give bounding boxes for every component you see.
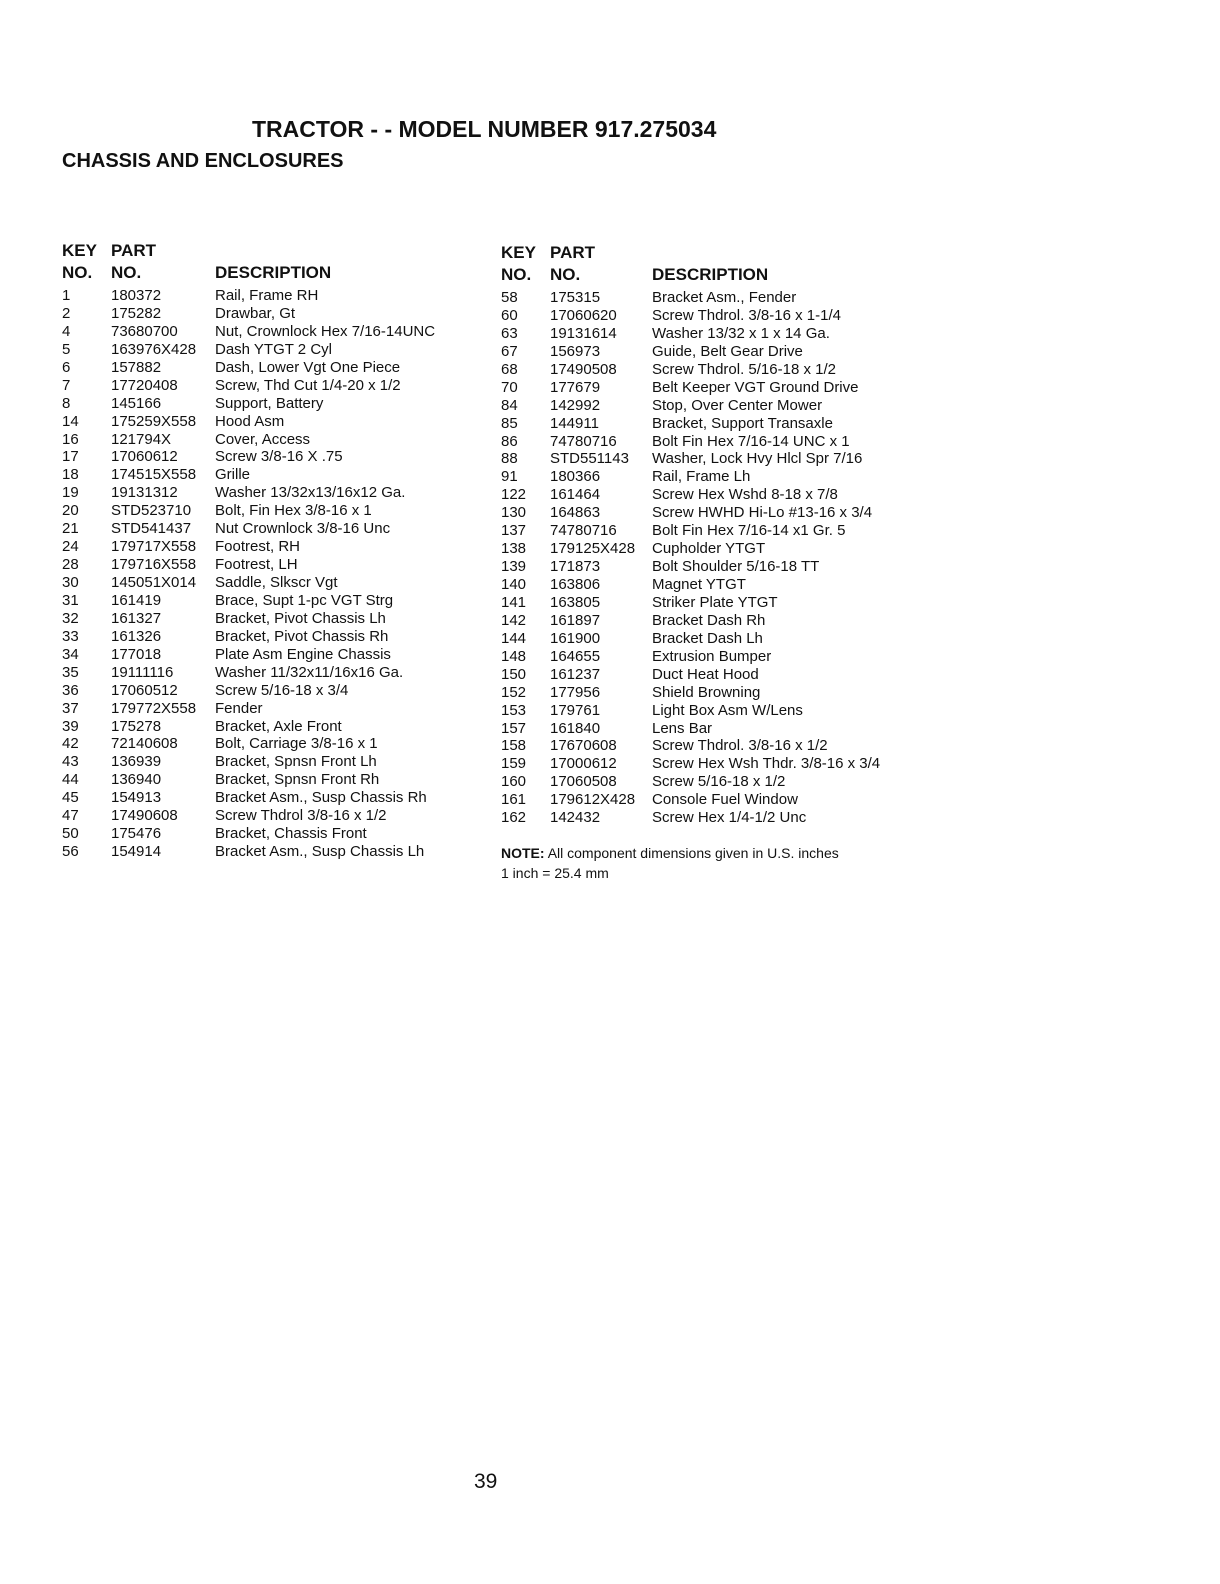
key-number: 18 [62, 466, 79, 484]
part-number: 161900 [550, 629, 601, 647]
part-number: 142432 [550, 809, 601, 827]
part-description: Fender [215, 699, 263, 717]
part-number: 121794X [111, 430, 172, 448]
key-number: 68 [501, 360, 518, 378]
key-header-line2: NO. [501, 265, 532, 284]
part-number: 161897 [550, 611, 601, 629]
part-number: 73680700 [111, 322, 178, 340]
part-description: Striker Plate YTGT [652, 593, 778, 611]
key-number: 20 [62, 502, 79, 520]
key-number: 6 [62, 358, 71, 376]
key-number: 14 [62, 412, 79, 430]
part-number: 136940 [111, 771, 162, 789]
part-number: 144911 [550, 414, 599, 432]
part-description: Bracket, Pivot Chassis Lh [215, 609, 386, 627]
part-header-line1: PART [550, 243, 596, 262]
part-number: 175315 [550, 289, 601, 306]
part-description: Plate Asm Engine Chassis [215, 645, 391, 663]
key-number: 158 [501, 737, 527, 755]
part-description: Brace, Supt 1-pc VGT Strg [215, 591, 394, 609]
part-description: Bracket, Pivot Chassis Rh [215, 627, 389, 645]
part-number: 17490508 [550, 360, 617, 378]
part-number: 154914 [111, 843, 162, 861]
part-number: 163976X428 [111, 340, 197, 358]
key-number: 2 [62, 304, 71, 322]
key-number: 142 [501, 611, 527, 629]
key-number: 91 [501, 468, 518, 486]
part-description: Screw 3/8-16 X .75 [215, 448, 343, 466]
part-description: Dash YTGT 2 Cyl [215, 340, 332, 358]
part-description: Screw Thdrol. 3/8-16 x 1/2 [652, 737, 828, 755]
key-number: 36 [62, 681, 79, 699]
part-description: Bracket Dash Lh [652, 629, 763, 647]
key-number: 137 [501, 522, 527, 540]
note-text: All component dimensions given in U.S. inches [547, 845, 839, 861]
key-number: 63 [501, 324, 518, 342]
key-number: 45 [62, 789, 79, 807]
key-number: 44 [62, 771, 79, 789]
key-number: 30 [62, 574, 79, 591]
part-description: Footrest, LH [215, 556, 298, 574]
part-number: 175476 [111, 825, 162, 843]
part-number: 175278 [111, 717, 162, 735]
key-number: 8 [62, 394, 71, 412]
part-header-line2: NO. [550, 265, 581, 284]
part-description: Nut, Crownlock Hex 7/16-14UNC [215, 322, 436, 340]
part-description: Cupholder YTGT [652, 540, 766, 558]
key-number: 32 [62, 609, 79, 627]
part-description: Saddle, Slkscr Vgt [215, 574, 338, 591]
part-number: 179761 [550, 701, 601, 719]
part-description: Washer 13/32x13/16x12 Ga. [215, 484, 406, 502]
part-description: Washer, Lock Hvy Hlcl Spr 7/16 [652, 450, 863, 468]
key-number: 139 [501, 558, 527, 576]
part-number: 74780716 [550, 432, 617, 450]
note-label: NOTE: [501, 845, 545, 861]
section-subtitle: CHASSIS AND ENCLOSURES [62, 150, 344, 172]
part-description: Screw Thdrol 3/8-16 x 1/2 [215, 807, 387, 825]
key-number: 88 [501, 450, 518, 468]
part-description: Nut Crownlock 3/8-16 Unc [215, 520, 391, 538]
key-number: 150 [501, 665, 527, 683]
part-description: Console Fuel Window [652, 791, 798, 809]
part-number: 161464 [550, 486, 601, 504]
part-number: 164863 [550, 504, 601, 522]
part-header-line2: NO. [111, 263, 142, 282]
part-description: Bolt, Fin Hex 3/8-16 x 1 [215, 502, 372, 520]
part-description: Screw Thdrol. 5/16-18 x 1/2 [652, 360, 836, 378]
part-description: Rail, Frame Lh [652, 468, 751, 486]
part-header-line1: PART [111, 241, 157, 260]
key-number: 153 [501, 701, 527, 719]
part-description: Shield Browning [652, 683, 761, 701]
key-number: 31 [62, 591, 79, 609]
part-description: Bolt Fin Hex 7/16-14 x1 Gr. 5 [652, 522, 846, 540]
part-number: 17060508 [550, 773, 617, 791]
key-number: 19 [62, 484, 79, 502]
part-description: Bracket, Spnsn Front Lh [215, 753, 377, 771]
key-header-line1: KEY [501, 243, 536, 262]
part-description: Bracket Asm., Susp Chassis Lh [215, 843, 425, 861]
part-number: 179717X558 [111, 538, 197, 556]
part-number: 145166 [111, 394, 162, 412]
part-description: Stop, Over Center Mower [652, 396, 823, 414]
part-description: Bracket, Chassis Front [215, 825, 367, 843]
key-number: 7 [62, 376, 71, 394]
key-number: 58 [501, 289, 518, 306]
key-number: 24 [62, 538, 79, 556]
key-number: 138 [501, 540, 527, 558]
part-number: 171873 [550, 558, 601, 576]
part-number: 154913 [111, 789, 162, 807]
part-description: Screw Hex Wsh Thdr. 3/8-16 x 3/4 [652, 755, 881, 773]
part-number: 142992 [550, 396, 601, 414]
key-number: 39 [62, 717, 79, 735]
part-number: 180372 [111, 287, 162, 304]
key-number: 122 [501, 486, 527, 504]
key-number: 162 [501, 809, 527, 827]
part-number: 163805 [550, 593, 601, 611]
part-number: 17000612 [550, 755, 617, 773]
note-conversion: 1 inch = 25.4 mm [501, 865, 609, 881]
description-header: DESCRIPTION [652, 265, 769, 284]
part-description: Screw Hex Wshd 8-18 x 7/8 [652, 486, 838, 504]
key-header-line1: KEY [62, 241, 97, 260]
part-description: Support, Battery [215, 394, 324, 412]
key-number: 50 [62, 825, 79, 843]
key-number: 47 [62, 807, 79, 825]
part-description: Grille [215, 466, 251, 484]
part-number: 163806 [550, 576, 601, 593]
part-number: 175259X558 [111, 412, 197, 430]
part-number: 177018 [111, 645, 162, 663]
part-number: 17060620 [550, 306, 617, 324]
part-number: 145051X014 [111, 574, 197, 591]
part-number: 157882 [111, 358, 162, 376]
part-description: Rail, Frame RH [215, 287, 319, 304]
part-description: Light Box Asm W/Lens [652, 701, 803, 719]
part-number: 175282 [111, 304, 162, 322]
part-number: 17490608 [111, 807, 178, 825]
key-number: 4 [62, 322, 71, 340]
key-header-line2: NO. [62, 263, 93, 282]
part-description: Magnet YTGT [652, 576, 746, 593]
key-number: 35 [62, 663, 79, 681]
part-number: 161419 [111, 591, 162, 609]
key-number: 60 [501, 306, 518, 324]
key-number: 161 [501, 791, 527, 809]
key-number: 85 [501, 414, 518, 432]
key-number: 42 [62, 735, 79, 753]
part-number: 17060612 [111, 448, 178, 466]
part-description: Screw 5/16-18 x 1/2 [652, 773, 786, 791]
part-number: 179772X558 [111, 699, 197, 717]
part-number: 161237 [550, 665, 601, 683]
part-description: Washer 13/32 x 1 x 14 Ga. [652, 324, 830, 342]
part-number: 161840 [550, 719, 601, 737]
part-number: STD541437 [111, 520, 192, 538]
part-number: 19111116 [111, 663, 174, 681]
part-description: Screw HWHD Hi-Lo #13-16 x 3/4 [652, 504, 873, 522]
key-number: 84 [501, 396, 518, 414]
part-number: 179612X428 [550, 791, 636, 809]
part-description: Bolt Shoulder 5/16-18 TT [652, 558, 820, 576]
part-description: Bracket, Support Transaxle [652, 414, 833, 432]
part-description: Footrest, RH [215, 538, 301, 556]
key-number: 34 [62, 645, 79, 663]
page-title: TRACTOR - - MODEL NUMBER 917.275034 [252, 116, 717, 142]
key-number: 56 [62, 843, 79, 861]
key-number: 148 [501, 647, 527, 665]
part-number: 72140608 [111, 735, 178, 753]
part-description: Bracket, Axle Front [215, 717, 342, 735]
key-number: 16 [62, 430, 79, 448]
key-number: 152 [501, 683, 527, 701]
part-description: Screw 5/16-18 x 3/4 [215, 681, 349, 699]
part-number: 177956 [550, 683, 601, 701]
part-number: 177679 [550, 378, 601, 396]
part-description: Drawbar, Gt [215, 304, 296, 322]
key-number: 144 [501, 629, 527, 647]
part-description: Bracket Dash Rh [652, 611, 766, 629]
key-number: 43 [62, 753, 79, 771]
key-number: 37 [62, 699, 79, 717]
part-number: 17060512 [111, 681, 178, 699]
key-number: 5 [62, 340, 71, 358]
part-description: Washer 11/32x11/16x16 Ga. [215, 663, 404, 681]
key-number: 140 [501, 576, 527, 593]
part-description: Hood Asm [215, 412, 285, 430]
part-description: Lens Bar [652, 719, 713, 737]
part-description: Screw Hex 1/4-1/2 Unc [652, 809, 807, 827]
key-number: 28 [62, 556, 79, 574]
part-number: 74780716 [550, 522, 617, 540]
part-number: 19131312 [111, 484, 178, 502]
part-number: 156973 [550, 342, 601, 360]
part-description: Cover, Access [215, 430, 311, 448]
part-description: Dash, Lower Vgt One Piece [215, 358, 401, 376]
part-number: 179716X558 [111, 556, 197, 574]
key-number: 86 [501, 432, 518, 450]
part-number: 17720408 [111, 376, 178, 394]
key-number: 33 [62, 627, 79, 645]
dimension-note [501, 843, 839, 883]
part-number: 161327 [111, 609, 162, 627]
part-number: 174515X558 [111, 466, 197, 484]
part-description: Bolt Fin Hex 7/16-14 UNC x 1 [652, 432, 850, 450]
part-description: Bracket Asm., Fender [652, 289, 797, 306]
part-description: Screw, Thd Cut 1/4-20 x 1/2 [215, 376, 401, 394]
part-description: Extrusion Bumper [652, 647, 772, 665]
part-description: Duct Heat Hood [652, 665, 759, 683]
key-number: 67 [501, 342, 518, 360]
key-number: 21 [62, 520, 79, 538]
key-number: 70 [501, 378, 518, 396]
part-description: Bolt, Carriage 3/8-16 x 1 [215, 735, 378, 753]
part-number: 180366 [550, 468, 601, 486]
key-number: 130 [501, 504, 527, 522]
part-description: Bracket Asm., Susp Chassis Rh [215, 789, 427, 807]
key-number: 1 [62, 287, 71, 304]
key-number: 159 [501, 755, 527, 773]
key-number: 157 [501, 719, 527, 737]
part-description: Screw Thdrol. 3/8-16 x 1-1/4 [652, 306, 841, 324]
description-header: DESCRIPTION [215, 263, 332, 282]
page-number: 39 [474, 1470, 498, 1493]
part-number: STD551143 [550, 450, 629, 468]
part-description: Bracket, Spnsn Front Rh [215, 771, 380, 789]
part-number: 179125X428 [550, 540, 636, 558]
part-number: 19131614 [550, 324, 617, 342]
key-number: 17 [62, 448, 79, 466]
part-number: 164655 [550, 647, 601, 665]
key-number: 160 [501, 773, 527, 791]
part-description: Belt Keeper VGT Ground Drive [652, 378, 859, 396]
part-description: Guide, Belt Gear Drive [652, 342, 803, 360]
part-number: 161326 [111, 627, 162, 645]
part-number: 17670608 [550, 737, 617, 755]
part-number: STD523710 [111, 502, 192, 520]
key-number: 141 [501, 593, 527, 611]
part-number: 136939 [111, 753, 162, 771]
